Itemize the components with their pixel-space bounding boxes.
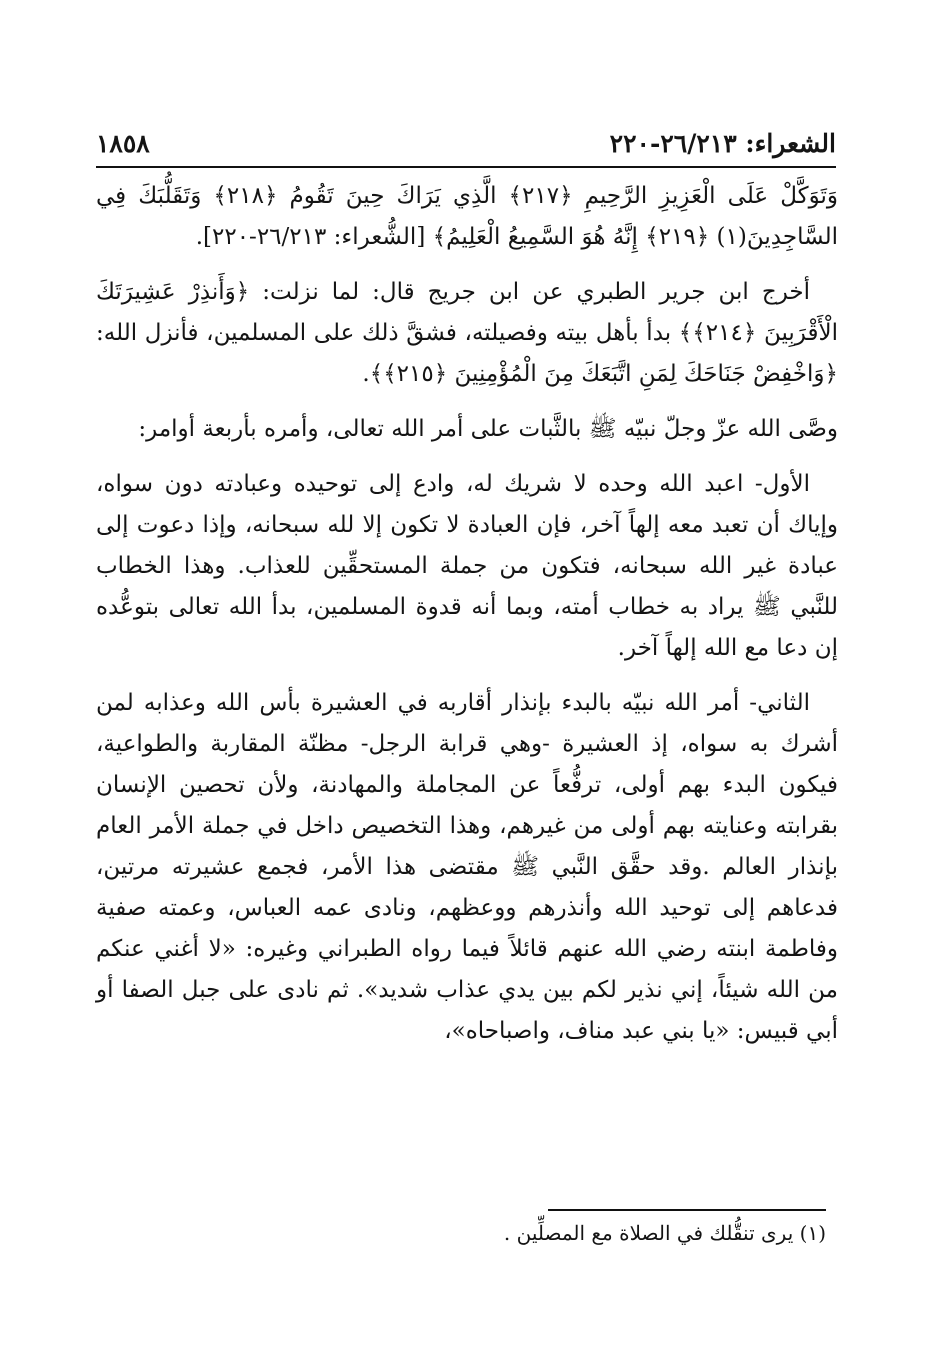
tafsir-intro-paragraph: أخرج ابن جرير الطبري عن ابن جريج قال: لما نزلت: ﴿وَأَنذِرْ عَشِيرَتَكَ الْأَقْرَبِينَ ﴿٢١٤﴾﴾ بدأ بأهل بيته وفصيلته، فشقَّ ذلك على المسلمين، فأنزل الله: ﴿وَاخْفِضْ جَنَاحَكَ لِمَنِ اتَّبَعَكَ مِنَ الْمُؤْمِنِينَ ﴿٢١٥﴾﴾. xyxy=(96,279,838,387)
surah-reference: الشعراء: ٢٦/٢١٣-٢٢٠ xyxy=(609,128,836,158)
footnote-divider xyxy=(548,1209,826,1211)
paragraph-gap xyxy=(96,669,838,683)
second-command-paragraph: الثاني- أمر الله نبيّه بالبدء بإنذار أقاربه في العشيرة بأس الله وعذابه لمن أشرك به سواه، إذ العشيرة -وهي قرابة الرجل- مظنّة المقاربة والطواعية، فيكون البدء بهم أولى، ترفُّعاً عن المجاملة والمهادنة، ولأن تحصين الإنسان بقرابته وعنايته بهم أولى من غيرهم، وهذا التخصيص داخل في جملة الأمر العام بإنذار العالم .وقد حقَّق النَّبي ﷺ مقتضى هذا الأمر، فجمع عشيرته مرتين، فدعاهم إلى توحيد الله وأنذرهم ووعظهم، ونادى عمه العباس، وعمته صفية وفاطمة ابنته رضي الله عنهم قائلاً فيما رواه الطبراني وغيره: «لا أغني عنكم من الله شيئاً، إني نذير لكم بين يدي عذاب شديد». ثم نادى على جبل الصفا أو أبي قبيس: «يا بني عبد مناف، واصباحاه»، xyxy=(96,690,838,1044)
paragraph-gap xyxy=(96,450,838,464)
footnote: (١) يرى تنقُّلك في الصلاة مع المصلِّين . xyxy=(503,1221,826,1245)
quran-verse-paragraph: وَتَوَكَّلْ عَلَى الْعَزِيزِ الرَّحِيمِ ﴿٢١٧﴾ الَّذِي يَرَاكَ حِينَ تَقُومُ ﴿٢١٨﴾ وَتَقَلُّبَكَ فِي السَّاجِدِينَ(١) ﴿٢١٩﴾ إِنَّهُ هُوَ السَّمِيعُ الْعَلِيمُ﴾ [الشُّعراء: ٢٦/٢١٣-٢٢٠]. xyxy=(96,183,838,250)
commands-summary-paragraph: وصَّى الله عزّ وجلّ نبيّه ﷺ بالثَّبات على أمر الله تعالى، وأمره بأربعة أوامر: xyxy=(138,416,838,442)
first-command-paragraph: الأول- اعبد الله وحده لا شريك له، وادع إلى توحيده وعبادته دون سواه، وإياك أن تعبد معه إلهاً آخر، فإن العبادة لا تكون إلا لله سبحانه، وإذا دعوت إلى عبادة غير الله سبحانه، فتكون من جملة المستحقِّين للعذاب. وهذا الخطاب للنَّبي ﷺ يراد به خطاب أمته، وبما أنه قدوة المسلمين، بدأ الله تعالى بتوعُّده إن دعا مع الله إلهاً آخر. xyxy=(96,471,838,661)
main-text xyxy=(96,176,838,1052)
paragraph-gap xyxy=(96,258,838,272)
header-divider xyxy=(96,166,836,168)
page-number: ١٨٥٨ xyxy=(96,128,150,158)
paragraph-gap xyxy=(96,395,838,409)
page-header xyxy=(96,120,836,166)
